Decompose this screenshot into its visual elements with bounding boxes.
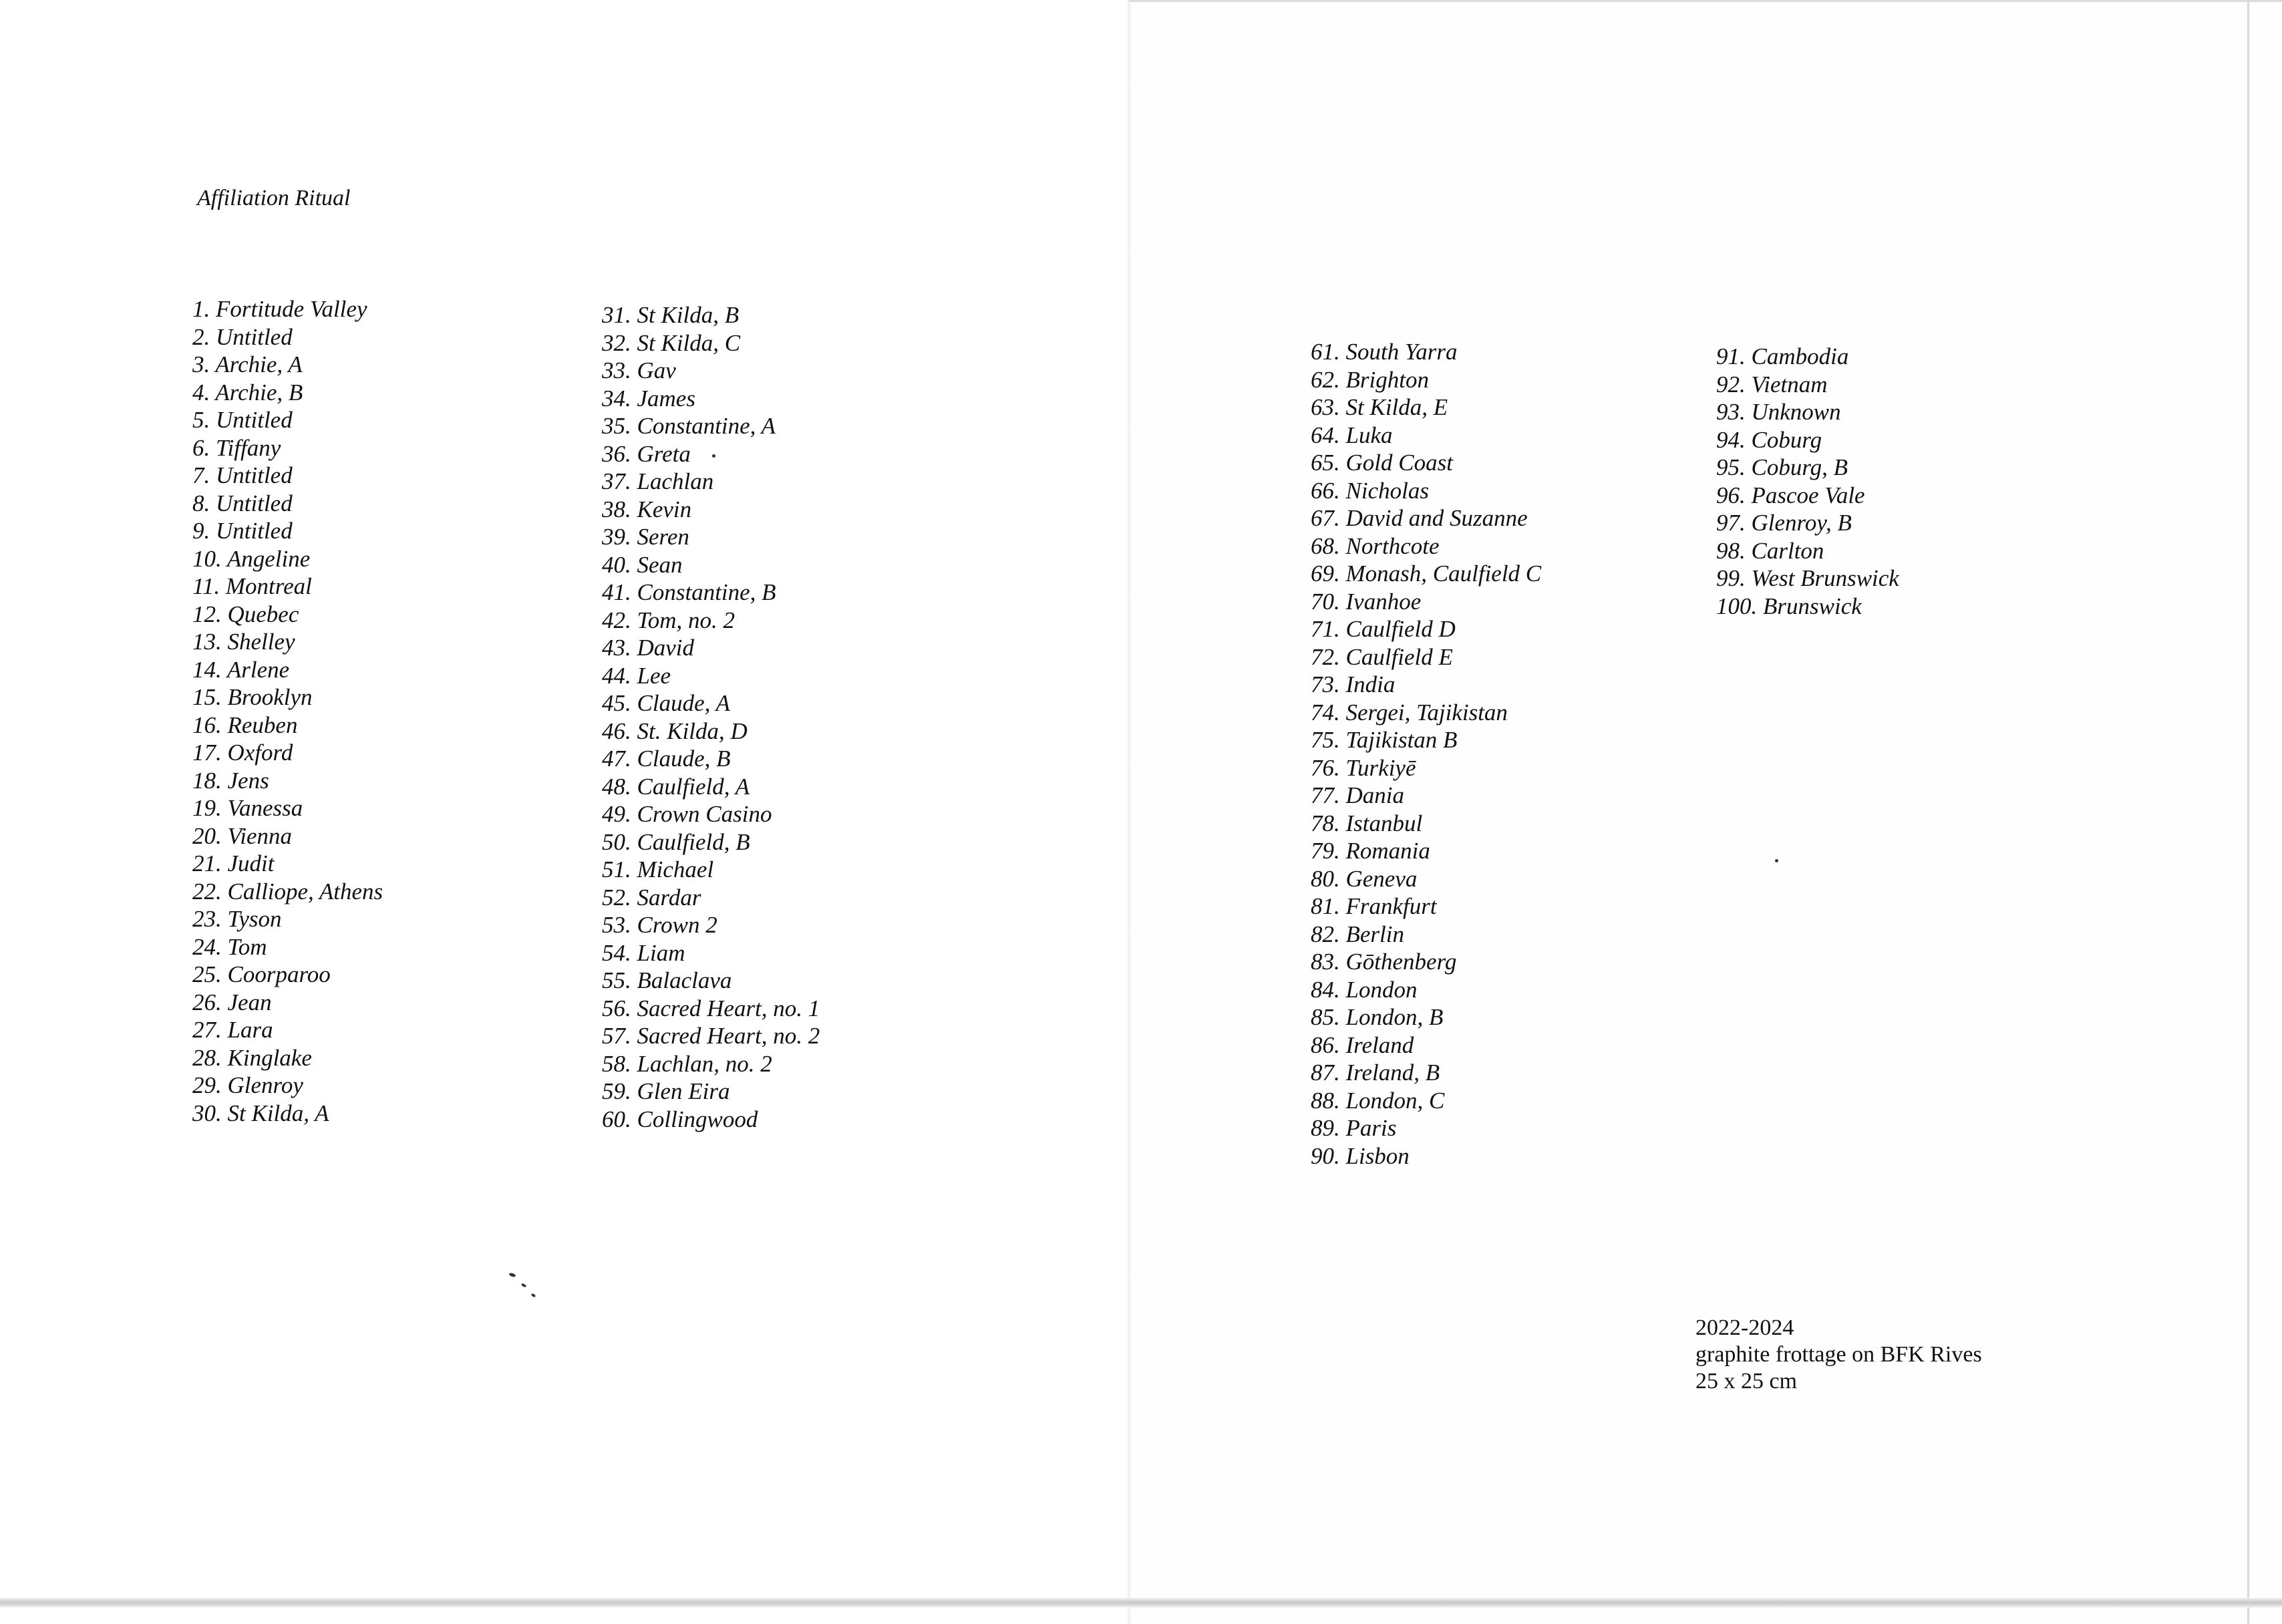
smudge-mark: [1775, 859, 1778, 862]
list-item: 86. Ireland: [1311, 1031, 1414, 1058]
list-item: 27. Lara: [192, 1017, 273, 1043]
caption-medium: graphite frottage on BFK Rives: [1695, 1342, 1982, 1367]
list-item: 58. Lachlan, no. 2: [602, 1050, 772, 1077]
list-item: 78. Istanbul: [1311, 810, 1423, 836]
list-item: 94. Coburg: [1716, 426, 1822, 453]
list-item: 3. Archie, A: [192, 351, 303, 377]
list-column-4: [1716, 343, 1899, 620]
list-item: 26. Jean: [192, 989, 272, 1015]
list-item: 14. Arlene: [192, 656, 290, 683]
page-bottom-edge: [0, 1598, 2282, 1607]
list-item: 5. Untitled: [192, 407, 293, 433]
list-item: 72. Caulfield E: [1311, 643, 1453, 670]
list-item: 43. David: [602, 635, 695, 661]
list-item: 92. Vietnam: [1716, 371, 1828, 397]
caption-size: 25 x 25 cm: [1695, 1369, 1798, 1394]
list-item: 98. Carlton: [1716, 537, 1824, 564]
list-item: 30. St Kilda, A: [192, 1100, 329, 1126]
list-item: 44. Lee: [602, 662, 671, 689]
smudge-mark: [712, 454, 715, 458]
list-item: 11. Montreal: [192, 573, 312, 599]
list-item: 25. Coorparoo: [192, 961, 331, 987]
list-item: 68. Northcote: [1311, 532, 1440, 559]
list-item: 83. Gōthenberg: [1311, 949, 1457, 975]
list-item: 64. Luka: [1311, 422, 1393, 448]
list-item: 97. Glenroy, B: [1716, 510, 1852, 536]
list-item: 38. Kevin: [602, 496, 692, 522]
list-item: 91. Cambodia: [1716, 343, 1849, 369]
list-item: 48. Caulfield, A: [602, 773, 750, 800]
left-page: [0, 0, 1129, 1624]
page-title: Affiliation Ritual: [197, 186, 351, 210]
list-column-1: [192, 295, 383, 1127]
artwork-caption: [1695, 1315, 1982, 1395]
list-item: 60. Collingwood: [602, 1106, 758, 1132]
list-item: 6. Tiffany: [192, 434, 281, 461]
list-item: 55. Balaclava: [602, 967, 732, 993]
list-item: 10. Angeline: [192, 545, 311, 572]
list-item: 81. Frankfurt: [1311, 893, 1437, 919]
list-item: 16. Reuben: [192, 711, 298, 738]
list-item: 17. Oxford: [192, 740, 293, 766]
list-item: 41. Constantine, B: [602, 579, 776, 605]
list-item: 19. Vanessa: [192, 795, 303, 821]
list-item: 20. Vienna: [192, 822, 293, 849]
list-item: 31. St Kilda, B: [602, 302, 740, 328]
list-item: 54. Liam: [602, 939, 685, 966]
list-item: 96. Pascoe Vale: [1716, 482, 1865, 508]
list-item: 73. India: [1311, 671, 1396, 697]
list-item: 8. Untitled: [192, 490, 293, 516]
list-item: 84. London: [1311, 976, 1418, 1003]
list-item: 82. Berlin: [1311, 921, 1404, 947]
list-item: 66. Nicholas: [1311, 477, 1429, 504]
list-item: 63. St Kilda, E: [1311, 394, 1448, 420]
list-item: 93. Unknown: [1716, 399, 1841, 425]
list-item: 62. Brighton: [1311, 366, 1429, 393]
book-gutter: [1128, 0, 1130, 1624]
list-item: 45. Claude, A: [602, 690, 730, 716]
list-item: 100. Brunswick: [1716, 593, 1862, 619]
list-item: 18. Jens: [192, 767, 269, 794]
list-item: 88. London, C: [1311, 1087, 1445, 1114]
list-item: 1. Fortitude Valley: [192, 296, 367, 322]
page-right-edge: [2247, 0, 2249, 1624]
list-item: 33. Gav: [602, 357, 676, 383]
list-item: 40. Sean: [602, 551, 683, 578]
list-item: 74. Sergei, Tajikistan: [1311, 699, 1508, 725]
list-item: 53. Crown 2: [602, 912, 717, 938]
page-top-edge: [1129, 0, 2282, 2]
list-item: 7. Untitled: [192, 462, 293, 488]
list-item: 47. Claude, B: [602, 746, 731, 772]
list-column-3: [1311, 338, 1541, 1170]
list-item: 57. Sacred Heart, no. 2: [602, 1023, 820, 1049]
list-item: 51. Michael: [602, 856, 714, 882]
list-item: 75. Tajikistan B: [1311, 727, 1458, 753]
list-item: 49. Crown Casino: [602, 801, 772, 827]
list-item: 29. Glenroy: [192, 1072, 303, 1098]
list-item: 67. David and Suzanne: [1311, 505, 1528, 531]
list-item: 22. Calliope, Athens: [192, 878, 383, 905]
caption-years: 2022-2024: [1695, 1315, 1794, 1340]
list-item: 23. Tyson: [192, 906, 282, 932]
list-item: 34. James: [602, 385, 695, 412]
list-item: 42. Tom, no. 2: [602, 607, 736, 633]
list-item: 77. Dania: [1311, 782, 1404, 808]
list-item: 90. Lisbon: [1311, 1142, 1410, 1169]
list-item: 89. Paris: [1311, 1115, 1397, 1141]
list-item: 15. Brooklyn: [192, 684, 313, 710]
list-item: 65. Gold Coast: [1311, 450, 1453, 476]
list-item: 24. Tom: [192, 933, 267, 960]
list-item: 85. London, B: [1311, 1004, 1444, 1030]
list-item: 76. Turkiyē: [1311, 754, 1416, 781]
list-item: 95. Coburg, B: [1716, 454, 1848, 480]
list-item: 69. Monash, Caulfield C: [1311, 560, 1542, 587]
list-item: 4. Archie, B: [192, 379, 303, 405]
list-item: 46. St. Kilda, D: [602, 717, 748, 744]
list-item: 35. Constantine, A: [602, 413, 776, 439]
list-item: 56. Sacred Heart, no. 1: [602, 995, 820, 1021]
list-item: 36. Greta: [602, 440, 691, 467]
list-item: 79. Romania: [1311, 838, 1430, 864]
list-item: 37. Lachlan: [602, 468, 714, 494]
list-item: 80. Geneva: [1311, 865, 1418, 892]
list-item: 2. Untitled: [192, 323, 293, 350]
list-item: 99. West Brunswick: [1716, 565, 1899, 591]
list-item: 52. Sardar: [602, 884, 701, 911]
list-item: 59. Glen Eira: [602, 1078, 730, 1104]
list-item: 50. Caulfield, B: [602, 828, 750, 855]
list-item: 21. Judit: [192, 850, 275, 876]
list-item: 13. Shelley: [192, 629, 295, 655]
list-item: 39. Seren: [602, 524, 689, 550]
list-item: 71. Caulfield D: [1311, 616, 1456, 642]
list-item: 9. Untitled: [192, 518, 293, 544]
list-item: 87. Ireland, B: [1311, 1060, 1440, 1086]
list-item: 70. Ivanhoe: [1311, 588, 1422, 615]
list-item: 28. Kinglake: [192, 1044, 312, 1071]
list-item: 12. Quebec: [192, 601, 299, 627]
list-item: 32. St Kilda, C: [602, 329, 741, 356]
list-column-2: [602, 301, 820, 1133]
list-item: 61. South Yarra: [1311, 339, 1458, 365]
